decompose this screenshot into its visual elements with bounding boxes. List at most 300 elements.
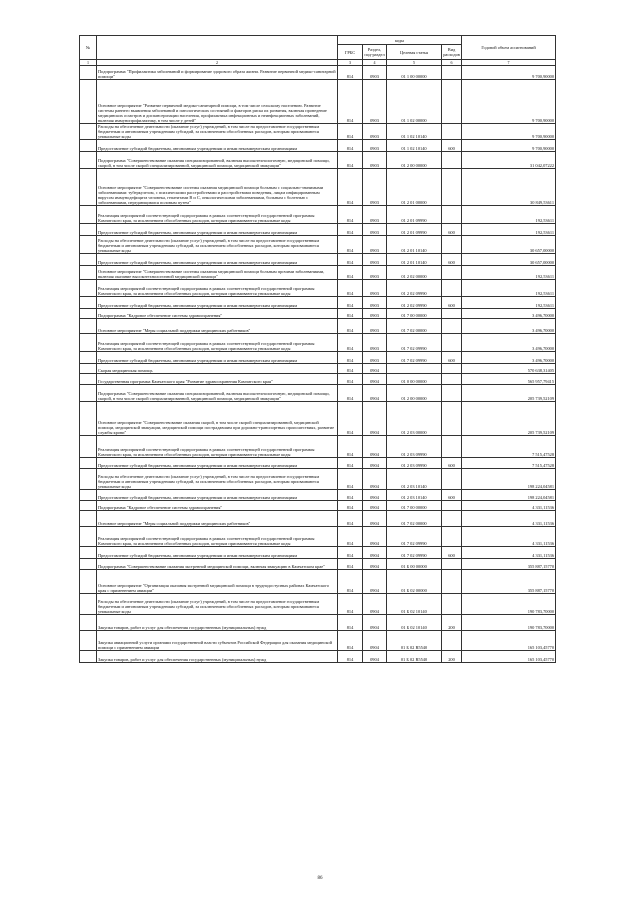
row-no [80,309,97,319]
table-row [80,490,556,501]
row-grbs: 814 [338,364,363,374]
row-amount: 30 657,00000 [462,254,556,266]
row-section: 0904 [363,631,387,651]
row-grbs: 814 [338,631,363,651]
row-target: 01 Б 02 10140 [387,615,442,631]
row-grbs: 814 [338,66,363,80]
row-grbs: 814 [338,490,363,501]
row-grbs: 814 [338,570,363,594]
row-section: 0904 [363,501,387,511]
row-target: 01 2 02 09990 [387,297,442,309]
row-section: 0904 [363,385,387,402]
row-name: Закупка товаров, работ и услуг для обеспечения государственных (муниципальных) нужд [97,651,338,663]
col-number: 2 [97,60,338,66]
row-name: Предоставление субсидий бюджетным, автономным учреждениям и иным некоммерческим организациям [97,140,338,152]
table-row [80,559,556,570]
table-row [80,124,556,140]
row-vr [442,374,462,385]
table-row [80,364,556,374]
row-name: Реализация мероприятий соответствующей подпрограммы в рамках соответствующей государственной программы Камчатского края, за исключением обособленных расходов, которым присваиваются уникальные коды [97,280,338,297]
row-name: Реализация мероприятий соответствующей подпрограммы в рамках соответствующей государственной программы Камчатского края, за исключением обособленных расходов, которым присваиваются уникальные коды [97,527,338,547]
row-amount: 4 331,11536 [462,501,556,511]
row-section: 0904 [363,615,387,631]
row-amount: 165 103,45770 [462,631,556,651]
row-vr [442,319,462,334]
row-vr [442,364,462,374]
table-row [80,631,556,651]
row-name: Предоставление субсидий бюджетным, автономным учреждениям и иным некоммерческим организациям [97,224,338,236]
row-target: 01 2 01 00000 [387,169,442,206]
header-no: № [80,36,97,60]
col-number: 4 [363,60,387,66]
row-target: 01 2 01 10140 [387,254,442,266]
budget-table [79,35,556,663]
row-no [80,490,97,501]
row-amount: 3 496,70000 [462,334,556,352]
row-grbs: 814 [338,385,363,402]
row-vr [442,66,462,80]
row-target: 01 Б 00 00000 [387,559,442,570]
row-grbs: 814 [338,254,363,266]
table-row [80,309,556,319]
row-vr: 600 [442,297,462,309]
table-row [80,458,556,469]
row-no [80,469,97,490]
row-grbs: 814 [338,140,363,152]
row-section: 0904 [363,594,387,615]
row-vr: 600 [442,140,462,152]
header-grbs: ГРБС [338,45,363,60]
row-name: Подпрограмма "Совершенствование оказания специализированной, включая высокотехнологичную, медицинской помощи, скорой, в том числе скорой специализированной, медицинской помощи, медицинской эвакуации" [97,152,338,169]
row-no [80,651,97,663]
row-section: 0903 [363,309,387,319]
row-amount: 205 739,52109 [462,385,556,402]
header-vr: Вид расходов [442,45,462,60]
table-row [80,547,556,559]
row-amount: 7 515,47528 [462,458,556,469]
row-no [80,594,97,615]
row-no [80,436,97,458]
row-amount: 190 783,70000 [462,594,556,615]
table-row [80,280,556,297]
row-name: Реализация мероприятий соответствующей подпрограммы в рамках соответствующей государственной программы Камчатского края, за исключением обособленных расходов, которым присваиваются уникальные коды [97,206,338,224]
row-target: 01 2 01 09990 [387,224,442,236]
row-amount: 565 957,79415 [462,374,556,385]
row-vr [442,152,462,169]
row-section: 0904 [363,402,387,436]
table-row [80,254,556,266]
row-no [80,385,97,402]
row-vr [442,206,462,224]
row-name: Основное мероприятие "Развитие первичной медико-санитарной помощи, в том числе сельскому населению. Развитие системы раннего выявления заболеваний и патологических состояний и факторов риска их развития, включая проведение медицинских осмотров и диспансеризации населения, профилактика инфекционных и неинфекционных заболеваний, включая иммунопрофилактику, в том числе у детей" [97,80,338,124]
row-target: 01 2 01 09990 [387,206,442,224]
row-amount: 4 331,11536 [462,511,556,527]
row-no [80,80,97,124]
row-grbs: 814 [338,594,363,615]
row-grbs: 814 [338,297,363,309]
row-amount: 192,53611 [462,266,556,280]
table-row [80,66,556,80]
table-row [80,224,556,236]
row-no [80,66,97,80]
row-amount: 570 638,31405 [462,364,556,374]
row-vr [442,559,462,570]
row-no [80,224,97,236]
row-grbs: 814 [338,527,363,547]
row-no [80,364,97,374]
row-grbs: 814 [338,224,363,236]
row-name: Основное мероприятие "Организация оказания экстренной медицинской помощи в труднодоступных районах Камчатского края с применением авиации" [97,570,338,594]
row-section: 0903 [363,140,387,152]
row-target: 01 7 02 00000 [387,511,442,527]
row-name: Реализация мероприятий соответствующей подпрограммы в рамках соответствующей государственной программы Камчатского края, за исключением обособленных расходов, которым присваиваются уникальные коды [97,334,338,352]
row-grbs: 814 [338,124,363,140]
row-section: 0903 [363,224,387,236]
row-target: 01 Б 02 R5540 [387,631,442,651]
table-body [80,66,556,663]
header-name [97,36,338,60]
row-name: Предоставление субсидий бюджетным, автономным учреждениям и иным некоммерческим организациям [97,458,338,469]
table-row [80,206,556,224]
row-grbs: 814 [338,374,363,385]
row-vr [442,169,462,206]
row-no [80,501,97,511]
row-target: 01 Б 02 10140 [387,594,442,615]
table-row [80,615,556,631]
budget-sheet [79,35,555,663]
table-header [80,36,556,66]
row-vr [442,280,462,297]
row-grbs: 814 [338,469,363,490]
row-section: 0903 [363,254,387,266]
row-vr: 600 [442,458,462,469]
row-section: 0903 [363,206,387,224]
row-amount: 3 496,70000 [462,352,556,364]
row-amount: 192,53611 [462,224,556,236]
row-name: Основное мероприятие "Совершенствование системы оказания медицинской помощи больным прочими заболеваниями, включая оказание высокотехнологичной медицинской помощи" [97,266,338,280]
row-no [80,511,97,527]
row-amount: 355 887,15770 [462,559,556,570]
row-vr [442,309,462,319]
row-vr [442,469,462,490]
row-target: 01 2 01 10140 [387,236,442,254]
row-name: Подпрограмма "Кадровое обеспечение системы здравоохранения" [97,309,338,319]
table-row [80,402,556,436]
row-section: 0903 [363,80,387,124]
row-target: 01 7 02 09990 [387,527,442,547]
row-grbs: 814 [338,352,363,364]
row-no [80,631,97,651]
row-no [80,615,97,631]
row-vr [442,236,462,254]
row-name: Скорая медицинская помощь [97,364,338,374]
row-name: Подпрограмма "Совершенствование оказания специализированной, включая высокотехнологичную, медицинской помощи, скорой, в том числе скорой специализированной, медицинской помощи, медицинской эвакуации" [97,385,338,402]
row-section: 0903 [363,266,387,280]
row-section: 0904 [363,570,387,594]
row-target [387,364,442,374]
row-amount: 3 496,70000 [462,309,556,319]
table-row [80,501,556,511]
row-name: Предоставление субсидий бюджетным, автономным учреждениям и иным некоммерческим организациям [97,547,338,559]
col-number: 7 [462,60,556,66]
row-amount: 9 700,90000 [462,66,556,80]
row-section: 0904 [363,436,387,458]
row-section: 0903 [363,297,387,309]
row-vr: 600 [442,352,462,364]
row-name: Расходы на обеспечение деятельности (оказание услуг) учреждений, в том числе на предоставление государственным бюджетным и автономным учреждениям субсидий, за исключением обособленных расходов, которым присваиваются уникальные коды [97,124,338,140]
header-amount: Годовой объем ассигнований [462,36,556,60]
row-amount: 31 042,07222 [462,152,556,169]
col-number: 5 [387,60,442,66]
row-name: Закупка товаров, работ и услуг для обеспечения государственных (муниципальных) нужд [97,615,338,631]
row-grbs: 814 [338,547,363,559]
row-target: 01 7 00 00000 [387,309,442,319]
row-target: 01 2 02 00000 [387,266,442,280]
row-amount: 9 700,90000 [462,124,556,140]
row-name: Основное мероприятие "Меры социальной поддержки медицинских работников" [97,511,338,527]
row-no [80,206,97,224]
row-section: 0904 [363,469,387,490]
table-row [80,152,556,169]
row-grbs: 814 [338,80,363,124]
row-section: 0903 [363,352,387,364]
row-name: Расходы на обеспечение деятельности (оказание услуг) учреждений, в том числе на предоставление государственным бюджетным и автономным учреждениям субсидий, за исключением обособленных расходов, которым присваиваются уникальные коды [97,236,338,254]
row-section: 0904 [363,511,387,527]
row-amount: 4 331,11536 [462,547,556,559]
row-target: 01 2 03 09990 [387,436,442,458]
row-vr [442,266,462,280]
row-no [80,547,97,559]
row-grbs: 814 [338,334,363,352]
row-amount: 192,53611 [462,280,556,297]
row-section: 0904 [363,364,387,374]
row-grbs: 814 [338,402,363,436]
row-amount: 190 783,70000 [462,615,556,631]
row-name: Предоставление субсидий бюджетным, автономным учреждениям и иным некоммерческим организациям [97,254,338,266]
table-row [80,594,556,615]
row-no [80,374,97,385]
row-no [80,559,97,570]
row-section: 0903 [363,236,387,254]
row-vr [442,80,462,124]
row-target: 01 2 03 10140 [387,469,442,490]
table-row [80,80,556,124]
table-row [80,651,556,663]
row-amount: 4 331,11536 [462,527,556,547]
row-section: 0904 [363,559,387,570]
row-section: 0904 [363,458,387,469]
row-no [80,140,97,152]
row-section: 0904 [363,651,387,663]
row-no [80,124,97,140]
row-grbs: 814 [338,206,363,224]
page-number: 86 [317,876,323,881]
row-section: 0904 [363,547,387,559]
row-grbs: 814 [338,309,363,319]
table-row [80,266,556,280]
row-name: Предоставление субсидий бюджетным, автономным учреждениям и иным некоммерческим организациям [97,352,338,364]
row-vr [442,402,462,436]
row-name: Расходы на обеспечение деятельности (оказание услуг) учреждений, в том числе на предоставление государственным бюджетным и автономным учреждениям субсидий, за исключением обособленных расходов, которым присваиваются уникальные коды [97,469,338,490]
row-grbs: 814 [338,236,363,254]
row-section: 0903 [363,124,387,140]
row-target: 01 1 02 00000 [387,80,442,124]
row-target: 01 7 02 09990 [387,352,442,364]
table-row [80,297,556,309]
row-amount: 3 496,70000 [462,319,556,334]
row-amount: 355 887,15770 [462,570,556,594]
row-target: 01 1 00 00000 [387,66,442,80]
row-target: 01 2 03 09990 [387,458,442,469]
row-target: 01 1 02 10140 [387,140,442,152]
header-target: Целевая статья [387,45,442,60]
row-amount: 30 657,00000 [462,236,556,254]
row-target: 01 2 00 00000 [387,152,442,169]
row-section: 0903 [363,152,387,169]
table-row [80,140,556,152]
row-vr [442,594,462,615]
row-no [80,297,97,309]
table-row [80,236,556,254]
table-row [80,469,556,490]
row-vr: 600 [442,490,462,501]
row-amount: 198 224,04581 [462,469,556,490]
row-vr [442,511,462,527]
row-amount: 9 700,90000 [462,140,556,152]
row-no [80,352,97,364]
row-target: 01 2 03 10140 [387,490,442,501]
row-no [80,266,97,280]
row-target: 01 1 02 10140 [387,124,442,140]
row-grbs: 814 [338,615,363,631]
row-grbs: 814 [338,266,363,280]
row-vr: 600 [442,547,462,559]
table-row [80,527,556,547]
row-grbs: 814 [338,319,363,334]
row-amount: 205 739,52109 [462,402,556,436]
row-name: Государственная программа Камчатского края "Развитие здравоохранения Камчатского края" [97,374,338,385]
row-grbs: 814 [338,559,363,570]
row-grbs: 814 [338,651,363,663]
table-row [80,334,556,352]
row-name: Реализация мероприятий соответствующей подпрограммы в рамках соответствующей государственной программы Камчатского края, за исключением обособленных расходов, которым присваиваются уникальные коды [97,436,338,458]
row-grbs: 814 [338,280,363,297]
row-vr: 600 [442,254,462,266]
row-name: Закупка авиационной услуги органами государственной власти субъектов Российской Федерации для оказания медицинской помощи с применением авиации [97,631,338,651]
col-number: 1 [80,60,97,66]
row-name: Подпрограмма "Профилактика заболеваний и формирование здорового образа жизни. Развитие первичной медико-санитарной помощи" [97,66,338,80]
row-name: Предоставление субсидий бюджетным, автономным учреждениям и иным некоммерческим организациям [97,297,338,309]
row-vr [442,570,462,594]
row-section: 0903 [363,169,387,206]
row-amount: 9 700,90000 [462,80,556,124]
row-name: Основное мероприятие "Совершенствование системы оказания медицинской помощи больным с социально-значимыми заболеваниями: туберкулезом, с психическими расстройствами и расстройствами поведения, лицам инфицированным вирусом иммунодефицита человека, гепатитами В и С, онкологическими заболеваниями, больным с болезнью с заболеваниями, передающимися половым путем" [97,169,338,206]
table-row [80,511,556,527]
row-no [80,527,97,547]
row-no [80,319,97,334]
row-target: 01 Б 02 00000 [387,570,442,594]
table-row [80,436,556,458]
row-target: 01 2 00 00000 [387,385,442,402]
row-name: Расходы на обеспечение деятельности (оказание услуг) учреждений, в том числе на предоставление государственным бюджетным и автономным учреждениям субсидий, за исключением обособленных расходов, которым присваиваются уникальные коды [97,594,338,615]
row-amount: 7 515,47528 [462,436,556,458]
row-section: 0904 [363,490,387,501]
row-name: Подпрограмма "Кадровое обеспечение системы здравоохранения" [97,501,338,511]
row-section: 0903 [363,280,387,297]
col-number: 6 [442,60,462,66]
row-section: 0903 [363,334,387,352]
row-grbs: 814 [338,501,363,511]
row-amount: 198 224,04581 [462,490,556,501]
row-grbs: 814 [338,152,363,169]
row-target: 01 Б 02 R5540 [387,651,442,663]
row-no [80,236,97,254]
row-vr: 200 [442,651,462,663]
row-no [80,280,97,297]
row-vr [442,527,462,547]
row-amount: 165 103,45770 [462,651,556,663]
row-amount: 30 849,53611 [462,169,556,206]
row-target: 01 7 00 00000 [387,501,442,511]
row-vr [442,631,462,651]
row-name: Основное мероприятие "Совершенствование оказания скорой, в том числе скорой специализированной, медицинской помощи, медицинской эвакуации, медицинской помощи пострадавшим при дорожно-транспортных происшествиях, развитие службы крови" [97,402,338,436]
table-row [80,319,556,334]
row-vr [442,334,462,352]
row-section: 0904 [363,374,387,385]
row-amount: 192,53611 [462,206,556,224]
row-no [80,254,97,266]
row-section: 0903 [363,66,387,80]
row-no [80,458,97,469]
row-vr [442,501,462,511]
row-amount: 192,53611 [462,297,556,309]
row-target: 01 0 00 00000 [387,374,442,385]
row-vr [442,124,462,140]
table-row [80,352,556,364]
table-row [80,374,556,385]
row-no [80,152,97,169]
row-target: 01 2 02 09990 [387,280,442,297]
header-codes-group: коды [338,36,462,45]
header-section: Раздел, под-раздел [363,45,387,60]
row-name: Подпрограмма "Совершенствование оказания экстренной медицинской помощи, включая эвакуацию в Камчатском крае" [97,559,338,570]
row-grbs: 814 [338,458,363,469]
row-target: 01 7 02 09990 [387,547,442,559]
row-no [80,402,97,436]
table-row [80,570,556,594]
table-row [80,385,556,402]
row-grbs: 814 [338,169,363,206]
table-row [80,169,556,206]
row-name: Основное мероприятие "Меры социальной поддержки медицинских работников" [97,319,338,334]
row-name: Предоставление субсидий бюджетным, автономным учреждениям и иным некоммерческим организациям [97,490,338,501]
row-vr: 200 [442,615,462,631]
row-grbs: 814 [338,436,363,458]
row-no [80,570,97,594]
row-vr [442,385,462,402]
row-target: 01 7 02 00000 [387,319,442,334]
row-no [80,169,97,206]
row-grbs: 814 [338,511,363,527]
row-vr: 600 [442,224,462,236]
row-section: 0903 [363,319,387,334]
row-target: 01 2 03 00000 [387,402,442,436]
row-section: 0904 [363,527,387,547]
row-no [80,334,97,352]
col-number: 3 [338,60,363,66]
row-target: 01 7 02 09990 [387,334,442,352]
row-vr [442,436,462,458]
